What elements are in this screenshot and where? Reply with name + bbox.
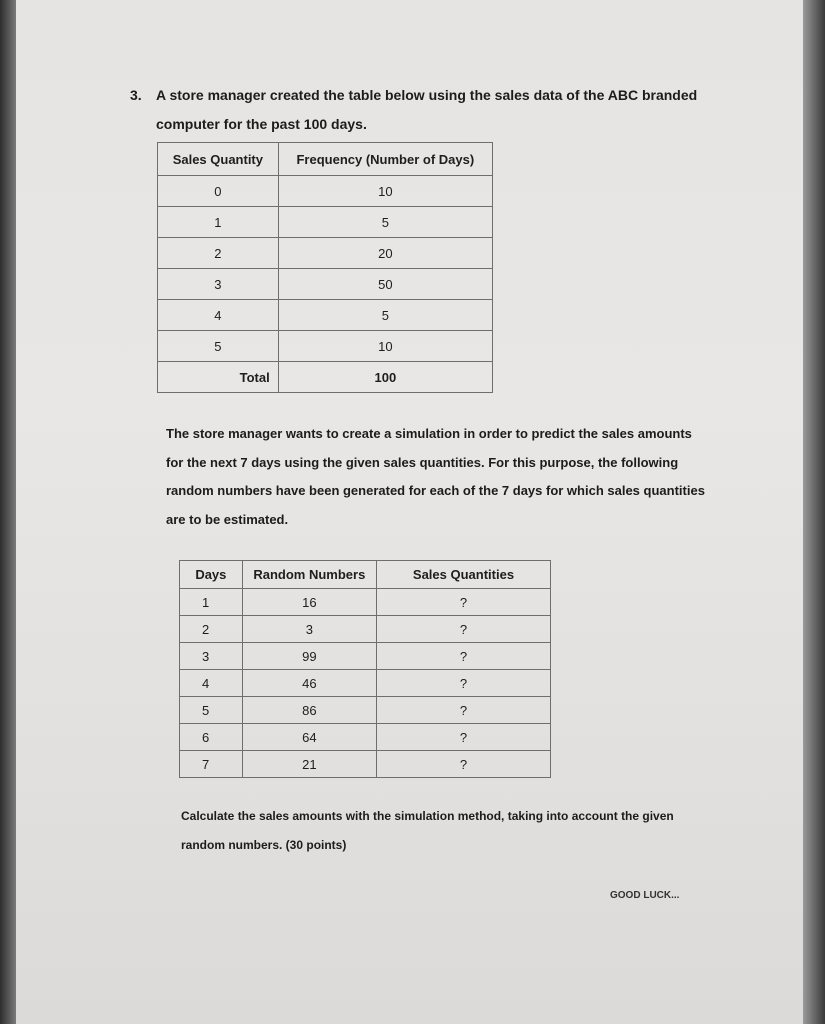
cell-day: 6 bbox=[180, 724, 243, 751]
instruction-line-2: random numbers. (30 points) bbox=[181, 838, 347, 852]
total-value: 100 bbox=[278, 362, 492, 393]
cell-sales-quantity: ? bbox=[376, 589, 550, 616]
table-row bbox=[158, 176, 493, 207]
cell-day: 5 bbox=[180, 697, 243, 724]
table-row bbox=[158, 207, 493, 238]
cell-random-number: 21 bbox=[242, 751, 376, 778]
cell-quantity: 2 bbox=[158, 238, 279, 269]
problem-paragraph bbox=[166, 420, 726, 534]
cell-day: 3 bbox=[180, 643, 243, 670]
closing-text: GOOD LUCK... bbox=[610, 890, 680, 901]
cell-quantity: 0 bbox=[158, 176, 279, 207]
monitor-bezel-left bbox=[0, 0, 16, 1024]
header-random-numbers: Random Numbers bbox=[242, 561, 376, 589]
table-row bbox=[180, 589, 551, 616]
table-row bbox=[180, 751, 551, 778]
cell-quantity: 5 bbox=[158, 331, 279, 362]
cell-random-number: 99 bbox=[242, 643, 376, 670]
cell-sales-quantity: ? bbox=[376, 643, 550, 670]
header-sales-quantities: Sales Quantities bbox=[376, 561, 550, 589]
header-frequency: Frequency (Number of Days) bbox=[278, 143, 492, 176]
table-row bbox=[180, 616, 551, 643]
table-row bbox=[158, 331, 493, 362]
total-row bbox=[158, 362, 493, 393]
question-text-line-2: computer for the past 100 days. bbox=[156, 116, 367, 132]
instruction-text bbox=[181, 802, 741, 860]
question-text-line-1: A store manager created the table below using the sales data of the ABC branded bbox=[156, 87, 698, 103]
cell-day: 4 bbox=[180, 670, 243, 697]
cell-quantity: 1 bbox=[158, 207, 279, 238]
cell-sales-quantity: ? bbox=[376, 616, 550, 643]
cell-frequency: 50 bbox=[278, 269, 492, 300]
header-sales-quantity: Sales Quantity bbox=[158, 143, 279, 176]
paragraph-line-2: for the next 7 days using the given sales quantities. For this purpose, the following bbox=[166, 454, 679, 470]
cell-sales-quantity: ? bbox=[376, 724, 550, 751]
monitor-bezel-right bbox=[803, 0, 825, 1024]
question-number: 3. bbox=[130, 87, 142, 103]
cell-frequency: 10 bbox=[278, 176, 492, 207]
cell-random-number: 64 bbox=[242, 724, 376, 751]
table-row bbox=[180, 724, 551, 751]
cell-sales-quantity: ? bbox=[376, 670, 550, 697]
cell-random-number: 16 bbox=[242, 589, 376, 616]
paragraph-line-4: are to be estimated. bbox=[166, 511, 289, 527]
table-row bbox=[158, 238, 493, 269]
cell-frequency: 5 bbox=[278, 300, 492, 331]
table-row bbox=[158, 300, 493, 331]
total-label: Total bbox=[158, 362, 279, 393]
table-row bbox=[180, 670, 551, 697]
cell-day: 1 bbox=[180, 589, 243, 616]
random-numbers-table bbox=[179, 560, 551, 778]
cell-random-number: 46 bbox=[242, 670, 376, 697]
cell-sales-quantity: ? bbox=[376, 751, 550, 778]
cell-frequency: 20 bbox=[278, 238, 492, 269]
paragraph-line-1: The store manager wants to create a simulation in order to predict the sales amounts bbox=[166, 426, 692, 441]
table-row bbox=[158, 269, 493, 300]
cell-frequency: 10 bbox=[278, 331, 492, 362]
cell-day: 7 bbox=[180, 751, 243, 778]
frequency-table-header-row bbox=[158, 143, 493, 176]
cell-frequency: 5 bbox=[278, 207, 492, 238]
cell-day: 2 bbox=[180, 616, 243, 643]
instruction-line-1: Calculate the sales amounts with the simulation method, taking into account the given bbox=[181, 809, 674, 823]
exam-page bbox=[16, 0, 803, 1024]
paragraph-line-3: random numbers have been generated for each of the 7 days for which sales quantities bbox=[166, 483, 705, 498]
header-days: Days bbox=[180, 561, 243, 589]
cell-quantity: 4 bbox=[158, 300, 279, 331]
random-table-header-row bbox=[180, 561, 551, 589]
cell-quantity: 3 bbox=[158, 269, 279, 300]
frequency-table bbox=[157, 142, 493, 393]
table-row bbox=[180, 643, 551, 670]
table-row bbox=[180, 697, 551, 724]
cell-sales-quantity: ? bbox=[376, 697, 550, 724]
cell-random-number: 3 bbox=[242, 616, 376, 643]
cell-random-number: 86 bbox=[242, 697, 376, 724]
